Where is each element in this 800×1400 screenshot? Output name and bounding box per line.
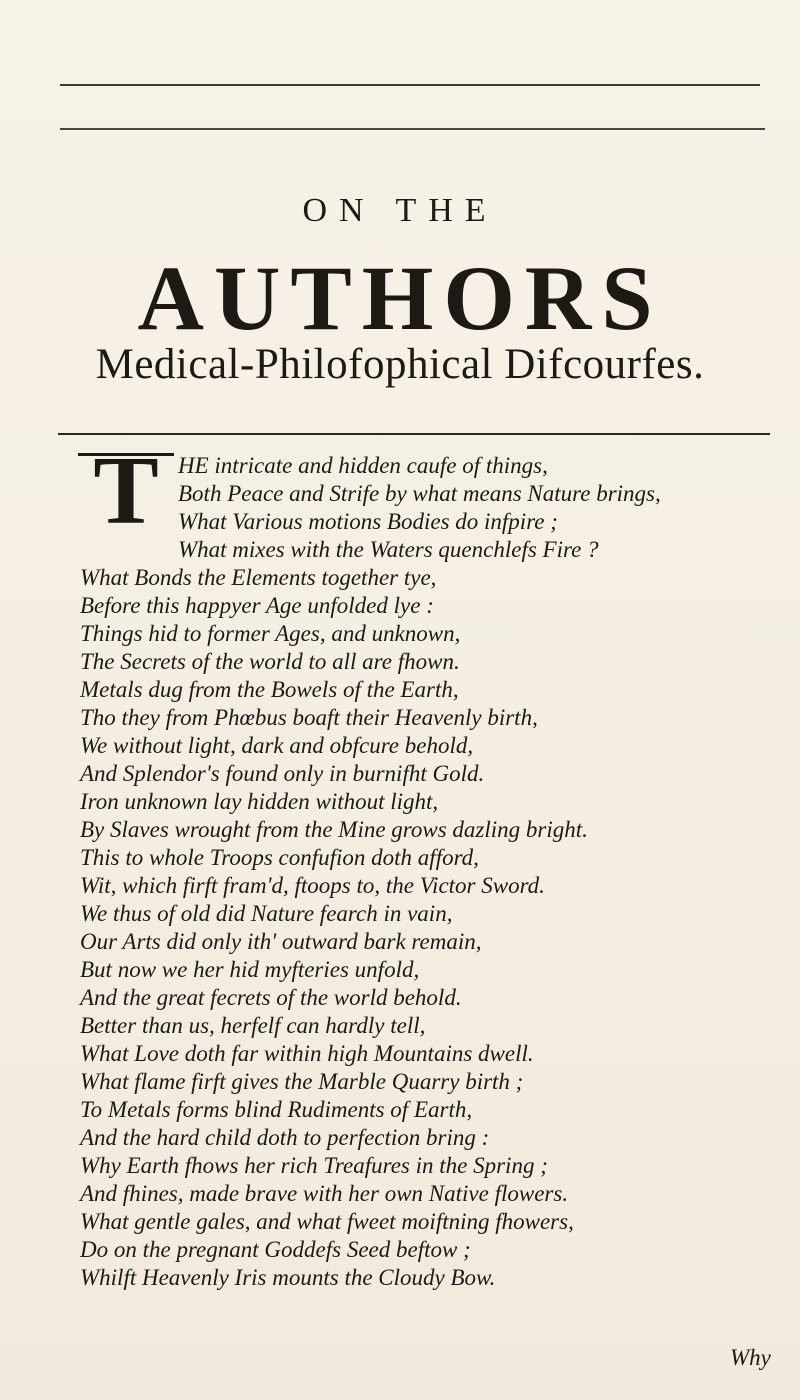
poem-line: What Bonds the Elements together tye, (80, 565, 437, 590)
poem-line: What gentle gales, and what fweet moiftning fhowers, (80, 1209, 574, 1234)
poem-line: Wit, which firft fram'd, ftoops to, the Victor Sword. (80, 873, 545, 898)
poem-line: Both Peace and Strife by what means Nature brings, (178, 481, 661, 506)
poem-line: This to whole Troops confufion doth afford, (80, 845, 479, 870)
page-title: AUTHORS (137, 247, 663, 349)
poem-line: And the great fecrets of the world behold. (80, 985, 462, 1010)
poem-line: Before this happyer Age unfolded lye : (80, 593, 434, 618)
poem-line: But now we her hid myfteries unfold, (80, 957, 420, 982)
poem-line: Why Earth fhows her rich Treafures in the Spring ; (80, 1153, 548, 1178)
poem-line: What Various motions Bodies do infpire ; (178, 509, 558, 534)
poem-line: Whilft Heavenly Iris mounts the Cloudy Bow. (80, 1265, 496, 1290)
poem-line: HE intricate and hidden caufe of things, (178, 453, 548, 478)
poem-line: And Splendor's found only in burnifht Gold. (80, 761, 485, 786)
poem-line: To Metals forms blind Rudiments of Earth, (80, 1097, 473, 1122)
poem-line: Do on the pregnant Goddefs Seed beftow ; (80, 1237, 471, 1262)
poem-line: Our Arts did only ith' outward bark remain, (80, 929, 482, 954)
poem-line: Tho they from Phœbus boaft their Heavenly birth, (80, 705, 538, 730)
poem-line: We thus of old did Nature fearch in vain, (80, 901, 453, 926)
poem-line: And the hard child doth to perfection bring : (80, 1125, 490, 1150)
poem-line: What mixes with the Waters quenchlefs Fire ? (178, 537, 599, 562)
subtitle: Medical-Philofophical Difcourfes. (95, 341, 705, 388)
poem-line: What flame firft gives the Marble Quarry birth ; (80, 1069, 524, 1094)
poem-line: By Slaves wrought from the Mine grows dazling bright. (80, 817, 588, 842)
catchword: Why (730, 1345, 771, 1370)
poem-line: Metals dug from the Bowels of the Earth, (80, 677, 459, 702)
poem-line: And fhines, made brave with her own Native flowers. (80, 1181, 569, 1206)
poem-line: We without light, dark and obfcure behold, (80, 733, 474, 758)
poem-line: Iron unknown lay hidden without light, (80, 789, 439, 814)
poem-line: Better than us, herfelf can hardly tell, (80, 1013, 426, 1038)
poem-line: The Secrets of the world to all are fhown. (80, 649, 460, 674)
pre-title: ON THE (302, 192, 498, 229)
poem-line: Things hid to former Ages, and unknown, (80, 621, 461, 646)
drop-cap: T (78, 453, 174, 523)
poem-line: What Love doth far within high Mountains dwell. (80, 1041, 534, 1066)
